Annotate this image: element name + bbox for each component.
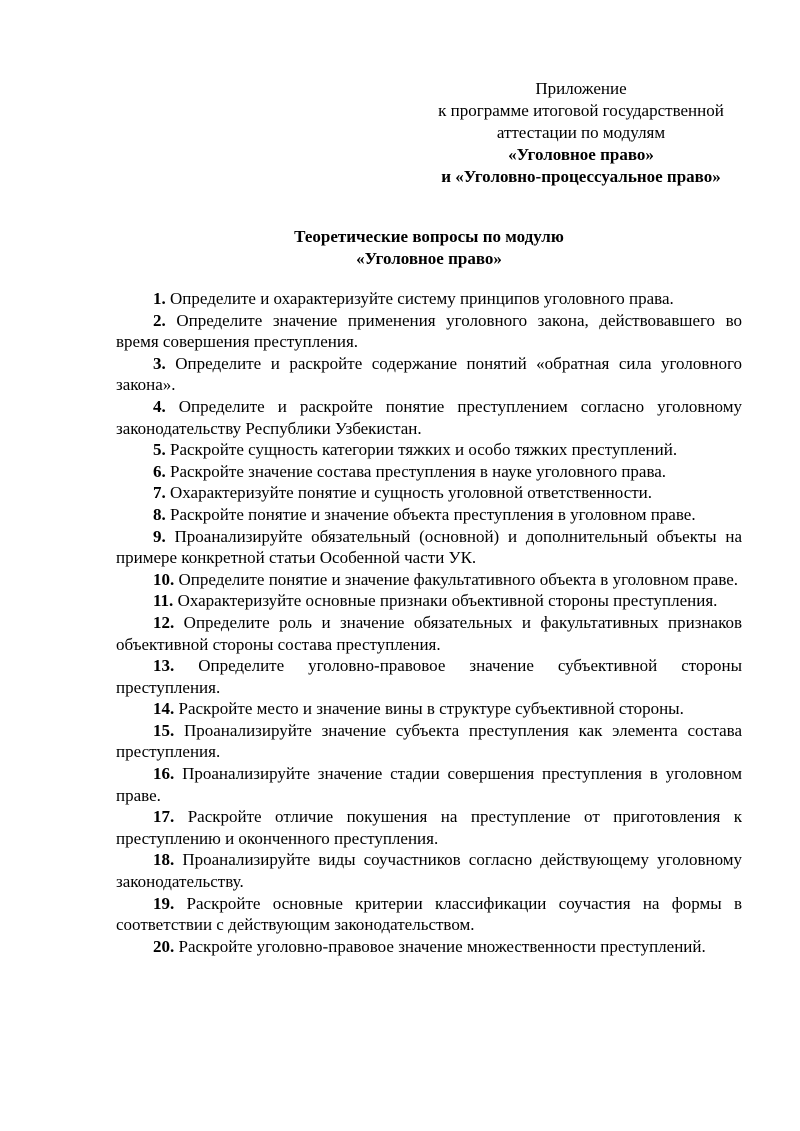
question-item: [116, 612, 742, 655]
question-number: 10.: [153, 569, 175, 589]
question-number: 14.: [153, 699, 175, 719]
question-text: Раскройте уголовно-правовое значение множественности преступлений.: [178, 936, 706, 956]
appendix-line-4: «Уголовное право»: [508, 145, 654, 164]
question-number: 1.: [153, 289, 166, 308]
heading-line-2: «Уголовное право»: [356, 249, 502, 268]
question-text: Раскройте основные критерии классификации соучастия на формы в соответствии с действующим законодательством.: [116, 893, 743, 935]
question-text: Определите роль и значение обязательных и факультативных признаков объективной стороны состава преступления.: [116, 612, 743, 654]
question-text: Раскройте значение состава преступления в науке уголовного права.: [170, 461, 667, 481]
appendix-line-3: аттестации по модулям: [496, 123, 666, 142]
appendix-line-1: Приложение: [535, 79, 627, 98]
question-number: 15.: [153, 720, 175, 740]
question-item: [116, 461, 742, 483]
question-item: [116, 849, 742, 892]
question-item: [116, 396, 742, 439]
question-text: Охарактеризуйте понятие и сущность уголовной ответственности.: [170, 483, 653, 503]
question-number: 3.: [153, 353, 166, 373]
question-number: 12.: [153, 612, 175, 632]
question-item: [116, 763, 742, 806]
section-heading: [116, 226, 742, 270]
question-text: Проанализируйте виды соучастников согласно действующему уголовному законодательству.: [116, 850, 743, 892]
question-text: Раскройте сущность категории тяжких и особо тяжких преступлений.: [170, 440, 678, 460]
question-item: [116, 720, 742, 763]
question-item: [116, 353, 742, 396]
question-number: 4.: [153, 396, 166, 416]
question-text: Определите понятие и значение факультативного объекта в уголовном праве.: [178, 569, 739, 589]
question-number: 17.: [153, 807, 175, 827]
question-text: Определите и раскройте содержание понятий «обратная сила уголовного закона».: [116, 353, 742, 395]
question-item: [116, 569, 742, 591]
question-number: 20.: [153, 936, 175, 956]
appendix-line-5: и «Уголовно-процессуальное право»: [441, 167, 721, 186]
question-text: Определите и раскройте понятие преступлением согласно уголовному законодательству Республики Узбекистан.: [116, 396, 742, 438]
question-text: Проанализируйте значение субъекта преступления как элемента состава преступления.: [116, 720, 742, 762]
appendix-header: [420, 78, 742, 188]
question-text: Определите и охарактеризуйте систему принципов уголовного права.: [170, 289, 674, 308]
question-item: [116, 655, 742, 698]
question-text: Проанализируйте значение стадии совершения преступления в уголовном праве.: [116, 764, 742, 805]
question-item: [116, 504, 742, 526]
question-item: [116, 936, 742, 958]
question-number: 6.: [153, 461, 166, 481]
question-item: [116, 698, 742, 720]
question-number: 5.: [153, 440, 166, 460]
heading-line-1: Теоретические вопросы по модулю: [294, 227, 564, 246]
question-item: [116, 590, 742, 612]
question-text: Раскройте понятие и значение объекта преступления в уголовном праве.: [170, 504, 696, 524]
question-text: Проанализируйте обязательный (основной) и дополнительный объекты на примере конкретной статьи Особенной части УК.: [116, 526, 742, 568]
question-text: Определите уголовно-правовое значение субъективной стороны преступления.: [116, 656, 742, 697]
question-text: Раскройте отличие покушения на преступление от приготовления к преступлению и оконченного преступления.: [116, 807, 743, 848]
question-item: [116, 288, 742, 310]
question-item: [116, 310, 742, 353]
question-number: 19.: [153, 893, 175, 913]
question-number: 13.: [153, 656, 175, 676]
question-number: 9.: [153, 526, 166, 546]
question-number: 16.: [153, 764, 175, 784]
appendix-line-2: к программе итоговой государственной: [438, 101, 724, 120]
question-text: Раскройте место и значение вины в структуре субъективной стороны.: [178, 699, 684, 719]
question-item: [116, 482, 742, 504]
questions-list: [116, 288, 742, 957]
question-item: [116, 526, 742, 569]
question-item: [116, 439, 742, 461]
question-number: 2.: [153, 310, 166, 330]
question-item: [116, 893, 742, 936]
question-number: 18.: [153, 850, 175, 870]
question-number: 11.: [153, 591, 174, 611]
question-number: 7.: [153, 483, 166, 503]
question-text: Охарактеризуйте основные признаки объективной стороны преступления.: [177, 591, 718, 611]
question-item: [116, 806, 742, 849]
question-text: Определите значение применения уголовного закона, действовавшего во время совершения преступления.: [116, 310, 743, 352]
question-number: 8.: [153, 504, 166, 524]
